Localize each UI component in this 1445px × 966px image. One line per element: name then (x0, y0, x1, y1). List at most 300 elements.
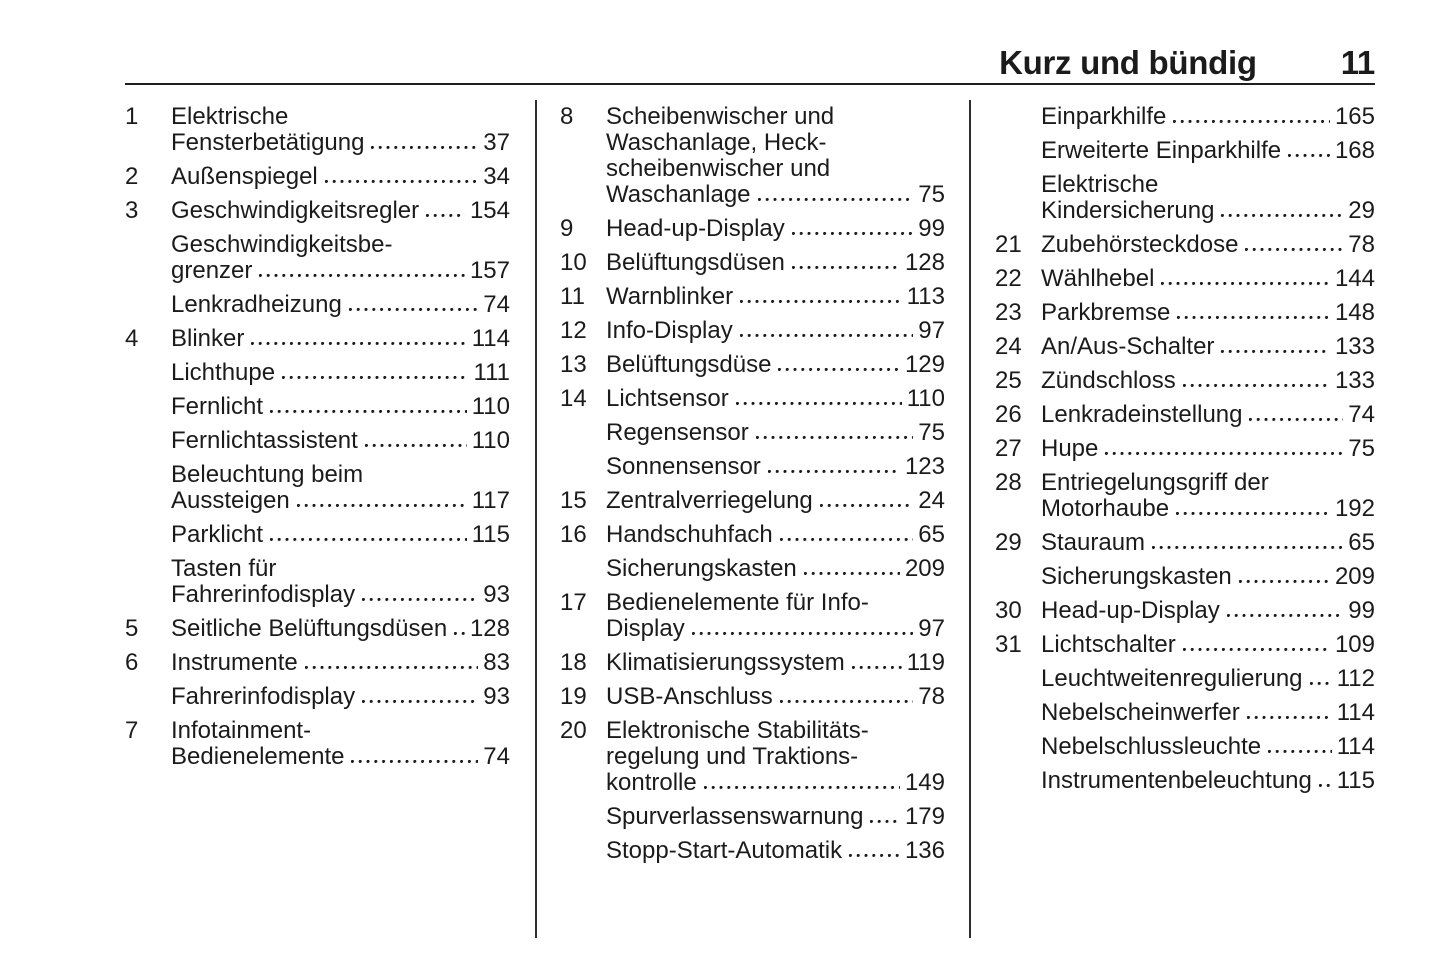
dot-leader (1182, 647, 1330, 652)
entry-page-ref: 110 (471, 427, 510, 454)
entry-page-ref: 154 (469, 197, 510, 224)
entry-body (1041, 172, 1375, 224)
entry-label: Zentralverriegelung (606, 487, 813, 514)
entry-body (606, 250, 945, 276)
entry-body (1041, 632, 1375, 658)
entry-label: Erweiterte Einparkhilfe (1041, 137, 1282, 164)
entry-label: Sicherungskasten (1041, 563, 1232, 590)
column-divider-1 (535, 100, 537, 938)
entry-page-ref: 97 (918, 317, 945, 344)
dot-leader (803, 571, 900, 576)
entry-page-ref: 34 (483, 163, 510, 190)
dot-leader (779, 699, 914, 704)
toc-entry (560, 718, 945, 796)
entry-label: Lenkradheizung (171, 291, 342, 318)
dot-leader (791, 231, 914, 236)
entry-last-line (171, 258, 510, 284)
entry-label: Head-up-Display (606, 215, 785, 242)
entry-last-line (1041, 564, 1375, 590)
toc-entry (995, 632, 1375, 658)
entry-number (125, 462, 171, 514)
entry-label: Waschanlage (606, 181, 751, 208)
entry-body (1041, 734, 1375, 760)
toc-entry (125, 556, 510, 608)
dot-leader (258, 273, 465, 278)
entry-page-ref: 117 (471, 487, 510, 514)
entry-body (1041, 666, 1375, 692)
entry-number: 24 (995, 333, 1022, 360)
entry-last-line (1041, 632, 1375, 658)
entry-number (995, 138, 1041, 164)
entry-page-ref: 65 (918, 521, 945, 548)
entry-number (560, 420, 606, 446)
entry-text-line: Tasten für (171, 555, 277, 582)
toc-entry (125, 104, 510, 156)
entry-last-line (171, 130, 510, 156)
entry-number (995, 564, 1041, 590)
entry-number: 6 (125, 649, 139, 676)
dot-leader (779, 537, 914, 542)
toc-entry (995, 402, 1375, 428)
entry-page-ref: 149 (904, 769, 945, 796)
dot-leader (1287, 153, 1330, 158)
entry-body (1041, 104, 1375, 130)
entry-body (171, 164, 510, 190)
dot-leader (281, 375, 468, 380)
entry-last-line (171, 428, 510, 454)
entry-number: 8 (560, 103, 574, 130)
toc-entry (560, 386, 945, 412)
entry-text-line: Infotainment- (171, 717, 312, 744)
entry-page-ref: 115 (471, 521, 510, 548)
entry-page-ref: 83 (483, 649, 510, 676)
toc-entry (125, 462, 510, 514)
entry-number (560, 838, 606, 864)
entry-body (1041, 564, 1375, 590)
page-header (125, 44, 1375, 82)
entry-last-line (171, 684, 510, 710)
entry-number (995, 700, 1041, 726)
entry-page-ref: 165 (1334, 103, 1375, 130)
entry-label: Leuchtweitenregulierung (1041, 665, 1303, 692)
entry-page-ref: 93 (483, 581, 510, 608)
entry-body (606, 718, 945, 796)
entry-label: Zündschloss (1041, 367, 1176, 394)
toc-entry (125, 394, 510, 420)
entry-label: Belüftungsdüsen (606, 249, 785, 276)
entry-last-line (171, 198, 510, 224)
entry-page-ref: 114 (471, 325, 510, 352)
entry-label: Fahrerinfodisplay (171, 581, 356, 608)
entry-body (171, 684, 510, 710)
dot-leader (1226, 613, 1344, 618)
toc-column-3 (995, 104, 1375, 802)
toc-entry (125, 164, 510, 190)
entry-page-ref: 168 (1334, 137, 1375, 164)
entry-label: Wählhebel (1041, 265, 1155, 292)
entry-page-ref: 109 (1334, 631, 1375, 658)
toc-entry (995, 734, 1375, 760)
entry-last-line (171, 360, 510, 386)
dot-leader (1160, 281, 1330, 286)
entry-label: Seitliche Belüftungsdüsen (171, 615, 448, 642)
toc-entry (125, 428, 510, 454)
dot-leader (735, 401, 902, 406)
dot-leader (361, 699, 478, 704)
entry-last-line (171, 616, 510, 642)
entry-label: An/Aus-Schalter (1041, 333, 1215, 360)
entry-label: USB-Anschluss (606, 683, 773, 710)
dot-leader (1248, 417, 1343, 422)
page-number: 11 (1340, 44, 1375, 81)
entry-last-line (606, 386, 945, 412)
entry-text-line: Elektrische (171, 103, 289, 130)
entry-number: 7 (125, 717, 139, 744)
entry-page-ref: 29 (1348, 197, 1375, 224)
toc-entry (995, 768, 1375, 794)
entry-body (171, 616, 510, 642)
dot-leader (370, 145, 478, 150)
entry-body (606, 386, 945, 412)
entry-body (171, 360, 510, 386)
entry-number: 29 (995, 529, 1022, 556)
entry-body (171, 292, 510, 318)
entry-page-ref: 75 (918, 181, 945, 208)
entry-last-line (171, 488, 510, 514)
entry-number: 12 (560, 317, 587, 344)
toc-entry (560, 556, 945, 582)
entry-body (1041, 768, 1375, 794)
entry-page-ref: 110 (471, 393, 510, 420)
entry-page-ref: 157 (469, 257, 510, 284)
dot-leader (1267, 749, 1332, 754)
entry-last-line (606, 250, 945, 276)
dot-leader (755, 435, 914, 440)
toc-entry (560, 522, 945, 548)
entry-label: Fernlichtassistent (171, 427, 358, 454)
toc-entry (125, 718, 510, 770)
entry-label: Hupe (1041, 435, 1099, 462)
entry-last-line (606, 650, 945, 676)
entry-body (171, 232, 510, 284)
toc-entry (560, 684, 945, 710)
entry-body (606, 488, 945, 514)
entry-page-ref: 136 (904, 837, 945, 864)
entry-number: 27 (995, 435, 1022, 462)
entry-label: Fernlicht (171, 393, 264, 420)
entry-last-line (606, 284, 945, 310)
entry-label: Stopp-Start-Automatik (606, 837, 843, 864)
dot-leader (1104, 451, 1343, 456)
entry-last-line (171, 650, 510, 676)
entry-last-line (171, 326, 510, 352)
entry-body (606, 420, 945, 446)
entry-body (1041, 300, 1375, 326)
toc-entry (125, 684, 510, 710)
entry-number: 3 (125, 197, 139, 224)
entry-last-line (1041, 104, 1375, 130)
toc-column-1 (125, 104, 510, 778)
entry-page-ref: 74 (483, 291, 510, 318)
entry-body (1041, 232, 1375, 258)
entry-number (995, 172, 1041, 224)
entry-number (995, 104, 1041, 130)
entry-label: Klimatisierungssystem (606, 649, 845, 676)
dot-leader (739, 299, 902, 304)
dot-leader (819, 503, 914, 508)
entry-number (125, 394, 171, 420)
entry-body (1041, 470, 1375, 522)
entry-label: Head-up-Display (1041, 597, 1220, 624)
entry-last-line (1041, 436, 1375, 462)
entry-label: grenzer (171, 257, 253, 284)
entry-last-line (606, 182, 945, 208)
entry-page-ref: 75 (918, 419, 945, 446)
toc-entry (995, 564, 1375, 590)
dot-leader (1220, 349, 1330, 354)
entry-label: Einparkhilfe (1041, 103, 1167, 130)
entry-label: Instrumentenbeleuchtung (1041, 767, 1312, 794)
entry-label: Geschwindigkeitsregler (171, 197, 420, 224)
entry-last-line (1041, 734, 1375, 760)
entry-number: 2 (125, 163, 139, 190)
entry-page-ref: 144 (1334, 265, 1375, 292)
toc-entry (995, 666, 1375, 692)
entry-number: 31 (995, 631, 1022, 658)
entry-label: Info-Display (606, 317, 733, 344)
dot-leader (296, 503, 467, 508)
toc-entry (995, 138, 1375, 164)
entry-body (171, 104, 510, 156)
entry-body (606, 454, 945, 480)
dot-leader (869, 819, 899, 824)
entry-page-ref: 209 (1334, 563, 1375, 590)
entry-body (171, 462, 510, 514)
entry-last-line (1041, 300, 1375, 326)
entry-body (1041, 530, 1375, 556)
entry-body (171, 522, 510, 548)
dot-leader (767, 469, 900, 474)
toc-entry (560, 216, 945, 242)
toc-entry (560, 838, 945, 864)
entry-body (1041, 598, 1375, 624)
entry-last-line (606, 318, 945, 344)
toc-entry (560, 590, 945, 642)
entry-label: Lenkradeinstellung (1041, 401, 1243, 428)
toc-entry (995, 300, 1375, 326)
toc-entry (560, 318, 945, 344)
entry-page-ref: 209 (904, 555, 945, 582)
entry-last-line (1041, 266, 1375, 292)
entry-label: Stauraum (1041, 529, 1146, 556)
toc-entry (995, 436, 1375, 462)
entry-last-line (1041, 496, 1375, 522)
toc-entry (995, 172, 1375, 224)
entry-page-ref: 75 (1348, 435, 1375, 462)
toc-entry (995, 232, 1375, 258)
entry-body (171, 394, 510, 420)
entry-last-line (606, 522, 945, 548)
dot-leader (1220, 213, 1343, 218)
entry-body (606, 216, 945, 242)
entry-number (560, 556, 606, 582)
toc-entry (125, 616, 510, 642)
entry-number: 23 (995, 299, 1022, 326)
entry-number (995, 734, 1041, 760)
toc-entry (125, 650, 510, 676)
entry-page-ref: 128 (904, 249, 945, 276)
toc-entry (995, 104, 1375, 130)
dot-leader (269, 537, 467, 542)
toc-entry (995, 470, 1375, 522)
entry-page-ref: 119 (906, 649, 945, 676)
entry-label: Bedienelemente (171, 743, 345, 770)
entry-page-ref: 114 (1336, 699, 1375, 726)
entry-last-line (606, 488, 945, 514)
entry-label: Motorhaube (1041, 495, 1170, 522)
entry-number: 20 (560, 717, 587, 744)
entry-number: 30 (995, 597, 1022, 624)
dot-leader (691, 631, 914, 636)
entry-last-line (606, 770, 945, 796)
toc-entry (995, 368, 1375, 394)
dot-leader (324, 179, 479, 184)
entry-last-line (1041, 368, 1375, 394)
entry-number: 15 (560, 487, 587, 514)
entry-number: 17 (560, 589, 587, 616)
entry-last-line (606, 216, 945, 242)
entry-page-ref: 113 (906, 283, 945, 310)
entry-last-line (171, 394, 510, 420)
entry-text-line: Geschwindigkeitsbe- (171, 231, 393, 258)
column-divider-2 (969, 100, 971, 938)
entry-body (171, 650, 510, 676)
entry-body (606, 838, 945, 864)
dot-leader (1182, 383, 1330, 388)
entry-last-line (171, 522, 510, 548)
entry-body (1041, 266, 1375, 292)
entry-body (171, 556, 510, 608)
dot-leader (361, 597, 478, 602)
entry-last-line (606, 838, 945, 864)
dot-leader (777, 367, 899, 372)
toc-entry (560, 488, 945, 514)
entry-label: Belüftungsdüse (606, 351, 772, 378)
entry-body (1041, 334, 1375, 360)
dot-leader (1238, 579, 1330, 584)
entry-page-ref: 123 (904, 453, 945, 480)
dot-leader (757, 197, 914, 202)
entry-last-line (606, 556, 945, 582)
entry-label: Sonnensensor (606, 453, 761, 480)
dot-leader (851, 665, 902, 670)
entry-number: 13 (560, 351, 587, 378)
toc-entry (995, 700, 1375, 726)
toc-entry (560, 104, 945, 208)
toc-entry (560, 804, 945, 830)
entry-number (125, 522, 171, 548)
entry-label: Spurverlassenswarnung (606, 803, 864, 830)
entry-last-line (606, 454, 945, 480)
entry-number: 10 (560, 249, 587, 276)
dot-leader (1244, 247, 1343, 252)
entry-body (171, 326, 510, 352)
entry-body (606, 284, 945, 310)
entry-page-ref: 112 (1336, 665, 1375, 692)
entry-body (171, 198, 510, 224)
entry-label: Parklicht (171, 521, 264, 548)
toc-entry (560, 284, 945, 310)
entry-body (606, 318, 945, 344)
entry-last-line (1041, 768, 1375, 794)
toc-column-2 (560, 104, 945, 872)
toc-entry (560, 420, 945, 446)
entry-number: 21 (995, 231, 1022, 258)
entry-number: 14 (560, 385, 587, 412)
dot-leader (1175, 511, 1330, 516)
entry-number (560, 804, 606, 830)
dot-leader (250, 341, 466, 346)
entry-page-ref: 78 (918, 683, 945, 710)
dot-leader (425, 213, 465, 218)
entry-page-ref: 129 (904, 351, 945, 378)
entry-body (606, 522, 945, 548)
entry-last-line (1041, 700, 1375, 726)
header-rule (125, 83, 1375, 85)
entry-number (995, 666, 1041, 692)
entry-page-ref: 110 (906, 385, 945, 412)
dot-leader (848, 853, 900, 858)
entry-body (1041, 436, 1375, 462)
entry-page-ref: 111 (473, 359, 510, 386)
entry-text-line: scheibenwischer und (606, 155, 831, 182)
toc-entry (560, 250, 945, 276)
entry-page-ref: 179 (904, 803, 945, 830)
toc-entry (995, 334, 1375, 360)
dot-leader (1318, 783, 1332, 788)
dot-leader (791, 265, 900, 270)
dot-leader (348, 307, 478, 312)
entry-last-line (1041, 232, 1375, 258)
dot-leader (269, 409, 467, 414)
entry-label: Blinker (171, 325, 245, 352)
toc-entry (560, 454, 945, 480)
entry-page-ref: 93 (483, 683, 510, 710)
entry-body (606, 104, 945, 208)
entry-number: 1 (125, 103, 139, 130)
dot-leader (350, 759, 478, 764)
toc-entry (560, 352, 945, 378)
entry-body (171, 428, 510, 454)
entry-last-line (1041, 598, 1375, 624)
entry-page-ref: 65 (1348, 529, 1375, 556)
entry-number: 19 (560, 683, 587, 710)
dot-leader (1176, 315, 1330, 320)
dot-leader (1151, 545, 1343, 550)
entry-number: 28 (995, 469, 1022, 496)
entry-text-line: Beleuchtung beim (171, 461, 364, 488)
entry-label: Sicherungskasten (606, 555, 797, 582)
entry-label: Display (606, 615, 685, 642)
entry-last-line (606, 352, 945, 378)
entry-body (606, 684, 945, 710)
entry-last-line (171, 582, 510, 608)
dot-leader (453, 631, 465, 636)
entry-number: 22 (995, 265, 1022, 292)
entry-number: 9 (560, 215, 574, 242)
entry-text-line: Entriegelungsgriff der (1041, 469, 1269, 496)
toc-entry (125, 292, 510, 318)
